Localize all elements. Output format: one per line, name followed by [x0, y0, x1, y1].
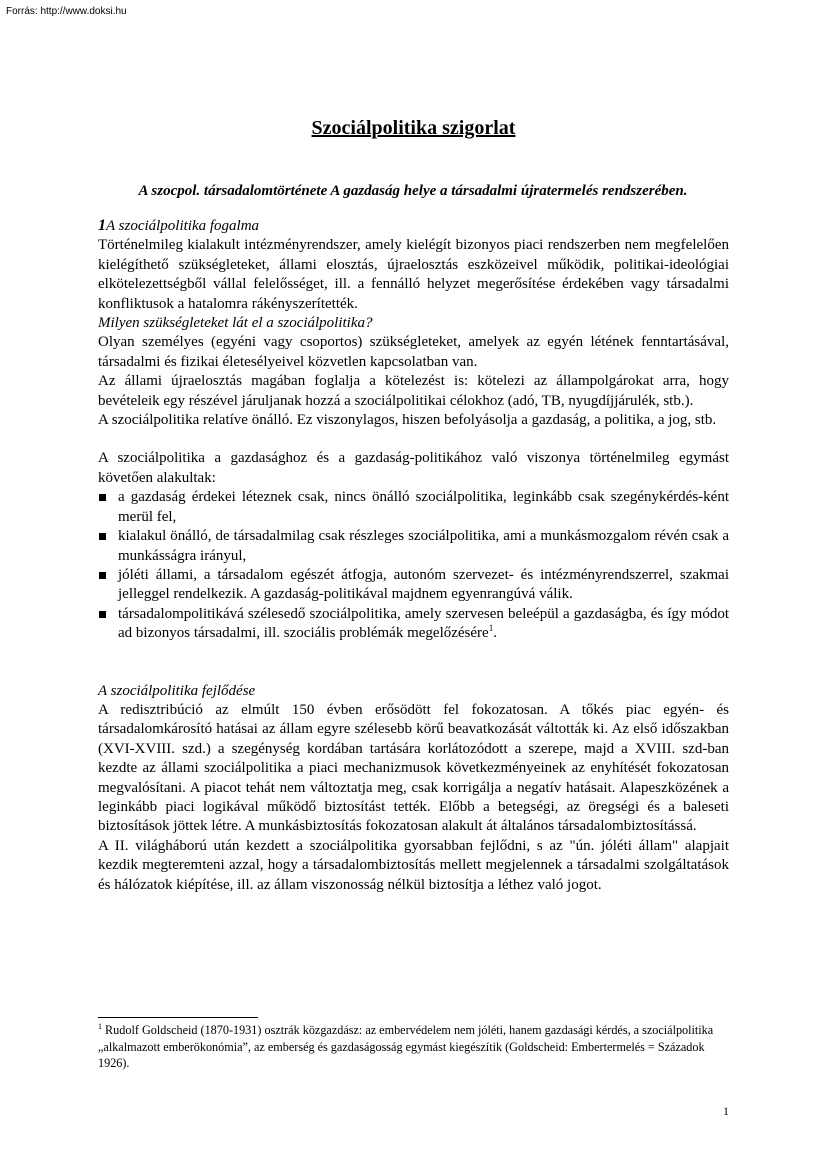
section-heading-text: A szociálpolitika fogalma — [106, 218, 260, 234]
list-item: a gazdaság érdekei léteznek csak, nincs önálló szociálpolitika, leginkább csak szegénykérdés-ként merül fel, — [98, 488, 729, 527]
paragraph: A II. világháború után kezdett a szociálpolitika gyorsabban fejlődni, s az "ún. jóléti állam" alapjait kezdik megteremteni azzal, hogy a társadalombiztosítás mellett megjelennek a társadalmi szolgáltatások és hálózatok kiépítése, ill. az állam viszonosság nélkül biztosítja a léthez való jogot. — [98, 837, 729, 893]
square-bullet-icon — [99, 533, 106, 540]
paragraph: Az állami újraelosztás magában foglalja a kötelezést is: kötelezi az állampolgárokat arra, hogy bevételeik egy részével járuljanak hozzá a szociálpolitikai célokhoz (adó, TB, nyugdíjjárulék, stb.). — [98, 373, 729, 409]
source-url: Forrás: http://www.doksi.hu — [6, 6, 127, 17]
section-number: 1 — [98, 217, 106, 234]
footnote-text: Rudolf Goldscheid (1870-1931) osztrák közgazdász: az embervédelem nem jóléti, hanem gazdasági kérdés, a szociálpolitika „alkalmazott emberökonómia”, az emberség és gazdaságosság egymást kiegészítik (Goldscheid: Embertermelés = Századok 1926). — [98, 1023, 714, 1070]
square-bullet-icon — [99, 494, 106, 501]
square-bullet-icon — [99, 572, 106, 579]
section-heading-development: A szociálpolitika fejlődése — [98, 682, 256, 699]
footnote-marker: 1 — [98, 1021, 102, 1031]
bullet-list — [98, 488, 729, 643]
footnote-reference[interactable]: 1 — [488, 623, 494, 634]
paragraph: A szociálpolitika a gazdasághoz és a gazdaság-politikához való viszonya történelmileg egymást követően alakultak: — [98, 450, 729, 486]
list-item: jóléti állami, a társadalom egészét átfogja, autonóm szervezet- és intézményrendszerrel, szakmai jelleggel rendelkezik. A gazdaság-politikával majdnem egyenrangúvá válik. — [98, 566, 729, 605]
footnote — [98, 1022, 729, 1072]
page-number: 1 — [723, 1104, 729, 1118]
paragraph: A redisztribúció az elmúlt 150 évben erősödött fel fokozatosan. A tőkés piac egyén- és társadalomkárosító hatásai az állam egyre szélesebb körű beavatkozását váltották ki. Az első időszakban (XVI-XVIII. szd.) a szegénység kordában tartására korlátozódott a szerepe, majd a XVIII. szd-ban kezdte az állami szociálpolitika a piaci mechanizmusok következményeinek az enyhítését fokozatosan megvalósítani. A piacot tehát nem változtatja meg, csak korrigálja a negatív hatásait. Alapeszközének a leginkább piaci logikával működő biztosítást tették. Előbb a betegségi, az öregségi és a baleseti biztosítások jöttek létre. A munkásbiztosítás fokozatosan alakult át általános társadalombiztosítássá. — [98, 701, 729, 835]
list-item: kialakul önálló, de társadalmilag csak részleges szociálpolitika, ami a munkásmozgalom révén csak a munkásságra irányul, — [98, 527, 729, 566]
page-title: Szociálpolitika szigorlat — [311, 117, 516, 139]
subtitle: A szocpol. társadalomtörténete A gazdaság helye a társadalmi újratermelés rendszerében. — [138, 183, 688, 199]
paragraph: Olyan személyes (egyéni vagy csoportos) szükségleteket, amelyek az egyén létének fenntartásával, társadalmi és fizikai életesélyeivel közvetlen kapcsolatban van. — [98, 334, 729, 370]
list-item: társadalompolitikává szélesedő szociálpolitika, amely szervesen beleépül a gazdaságba, és így módot ad bizonyos társadalmi, ill. szociális problémák megelőzésére$^1$. — [98, 605, 729, 644]
footnote-divider — [98, 1017, 258, 1018]
question-heading: Milyen szükségleteket lát el a szociálpolitika? — [98, 315, 373, 332]
square-bullet-icon — [99, 611, 106, 618]
paragraph: Történelmileg kialakult intézményrendszer, amely kielégít bizonyos piaci rendszerben nem megfelelően kielégíthető szükségleteket, állami elosztás, újraelosztás eszközeivel működik, politikai-ideológiai elkötelezettségből vállal felelősséget, ill. a fennálló helyzet megerősítése érdekében vagy társadalmi konfliktusok a hatalomra rákényszerítették. — [98, 237, 729, 312]
main-content — [98, 216, 729, 895]
paragraph: A szociálpolitika relatíve önálló. Ez viszonylagos, hiszen befolyásolja a gazdaság, a politika, a jog, stb. — [98, 412, 717, 429]
section-heading-concept — [98, 216, 729, 236]
